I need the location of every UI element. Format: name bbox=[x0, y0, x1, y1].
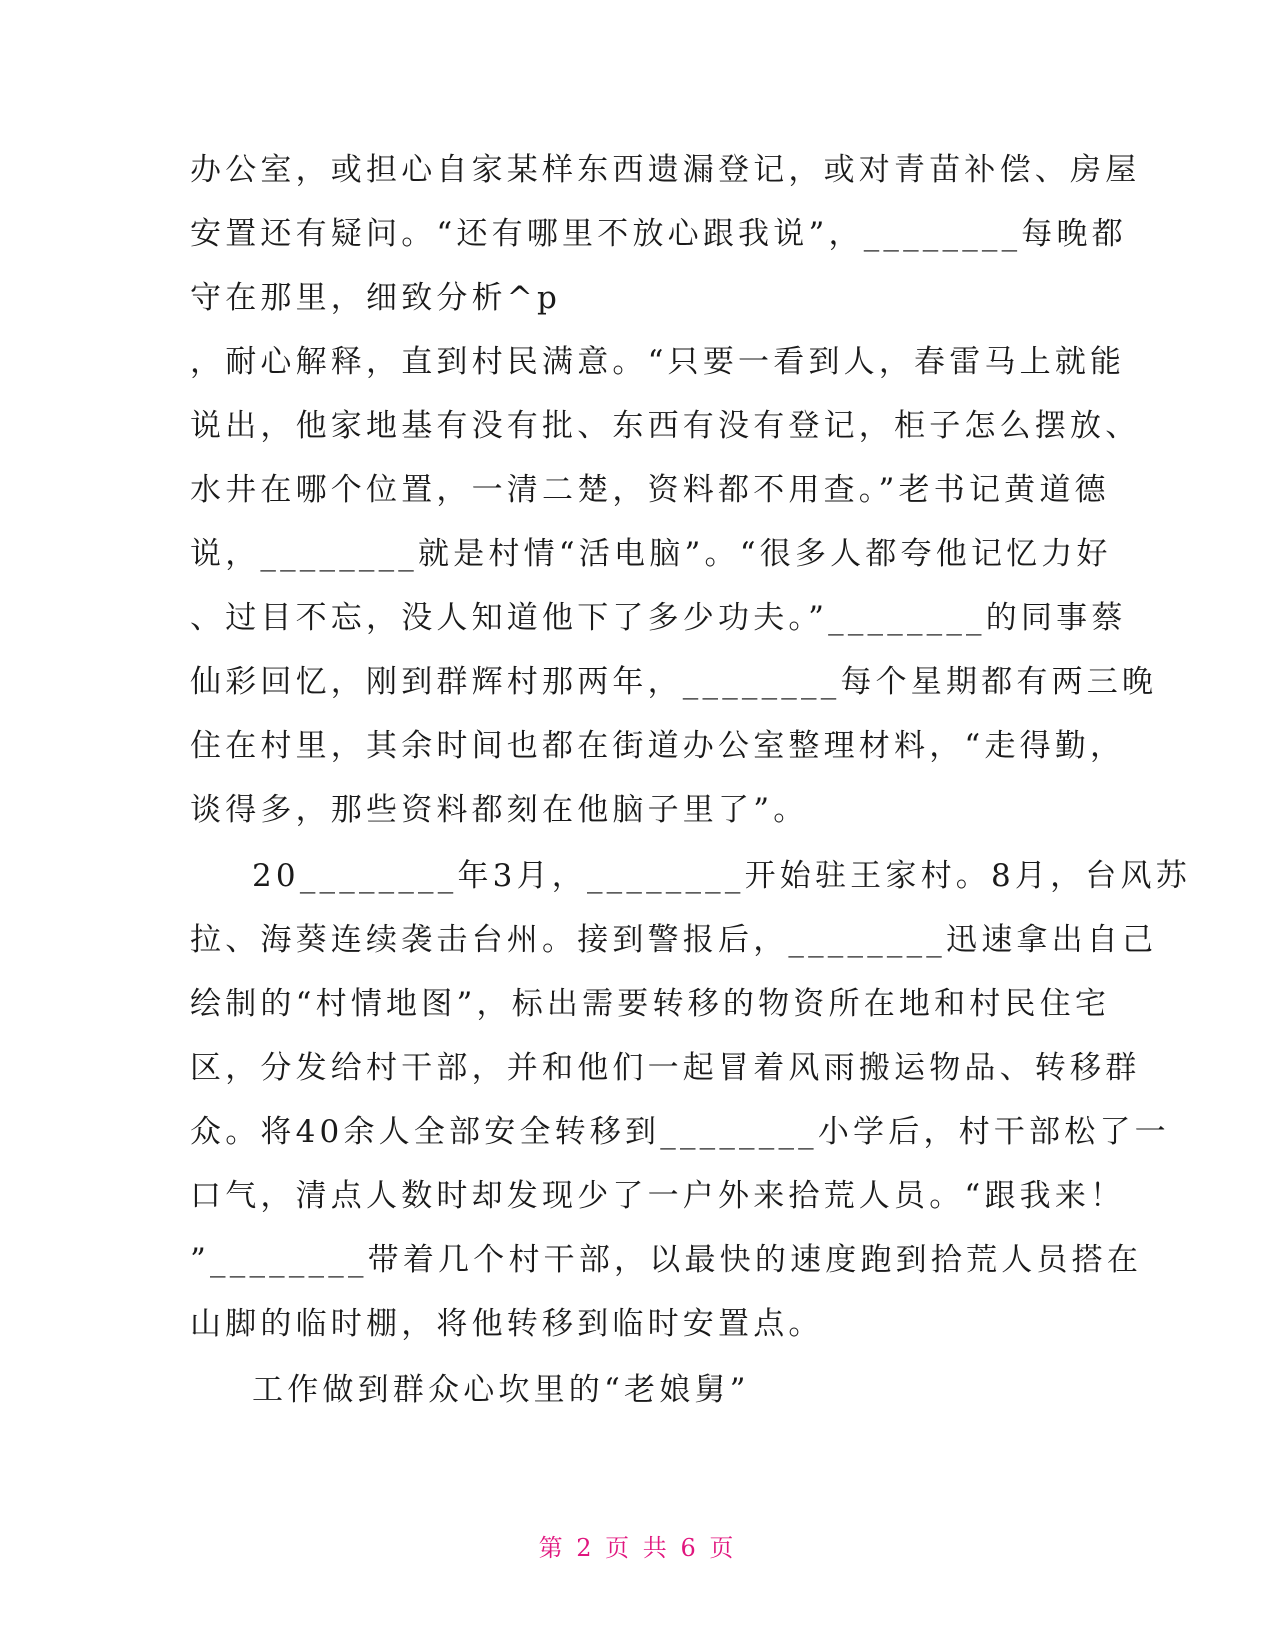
page-number-footer: 第 2 页 共 6 页 bbox=[538, 1534, 737, 1562]
text-line: 、过目不忘，没人知道他下了多少功夫。”________的同事蔡 bbox=[190, 600, 1127, 636]
text-line: 谈得多，那些资料都刻在他脑子里了”。 bbox=[190, 792, 809, 828]
paragraph-first-line: 20________年3月，________开始驻王家村。8月，台风苏 bbox=[252, 858, 1191, 894]
text-line: 住在村里，其余时间也都在街道办公室整理材料，“走得勤， bbox=[190, 728, 1126, 764]
text-line: 众。将40余人全部安全转移到________小学后，村干部松了一 bbox=[190, 1114, 1170, 1150]
text-line: 说出，他家地基有没有批、东西有没有登记，柜子怎么摆放、 bbox=[190, 408, 1141, 444]
text-line: ，耐心解释，直到村民满意。“只要一看到人，春雷马上就能 bbox=[190, 344, 1126, 380]
text-line: 口气，清点人数时却发现少了一户外来拾荒人员。“跟我来！ bbox=[190, 1178, 1126, 1214]
text-line: 守在那里，细致分析^p bbox=[190, 280, 562, 316]
text-line: ”________带着几个村干部，以最快的速度跑到拾荒人员搭在 bbox=[190, 1242, 1143, 1278]
text-line: 水井在哪个位置，一清二楚，资料都不用查。”老书记黄道德 bbox=[190, 472, 1110, 508]
text-line: 仙彩回忆，刚到群辉村那两年，________每个星期都有两三晚 bbox=[190, 664, 1158, 700]
text-line: 山脚的临时棚，将他转移到临时安置点。 bbox=[190, 1306, 824, 1342]
text-line: 拉、海葵连续袭击台州。接到警报后，________迅速拿出自己 bbox=[190, 922, 1158, 958]
text-line: 绘制的“村情地图”，标出需要转移的物资所在地和村民住宅 bbox=[190, 986, 1111, 1022]
document-body bbox=[190, 138, 1191, 1422]
text-line: 说，________就是村情“活电脑”。“很多人都夸他记忆力好 bbox=[190, 536, 1112, 572]
text-line: 办公室，或担心自家某样东西遗漏登记，或对青苗补偿、房屋 bbox=[190, 152, 1141, 188]
text-line: 区，分发给村干部，并和他们一起冒着风雨搬运物品、转移群 bbox=[190, 1050, 1141, 1086]
text-line: 安置还有疑问。“还有哪里不放心跟我说”，________每晚都 bbox=[190, 216, 1127, 252]
section-heading: 工作做到群众心坎里的“老娘舅” bbox=[252, 1372, 750, 1408]
